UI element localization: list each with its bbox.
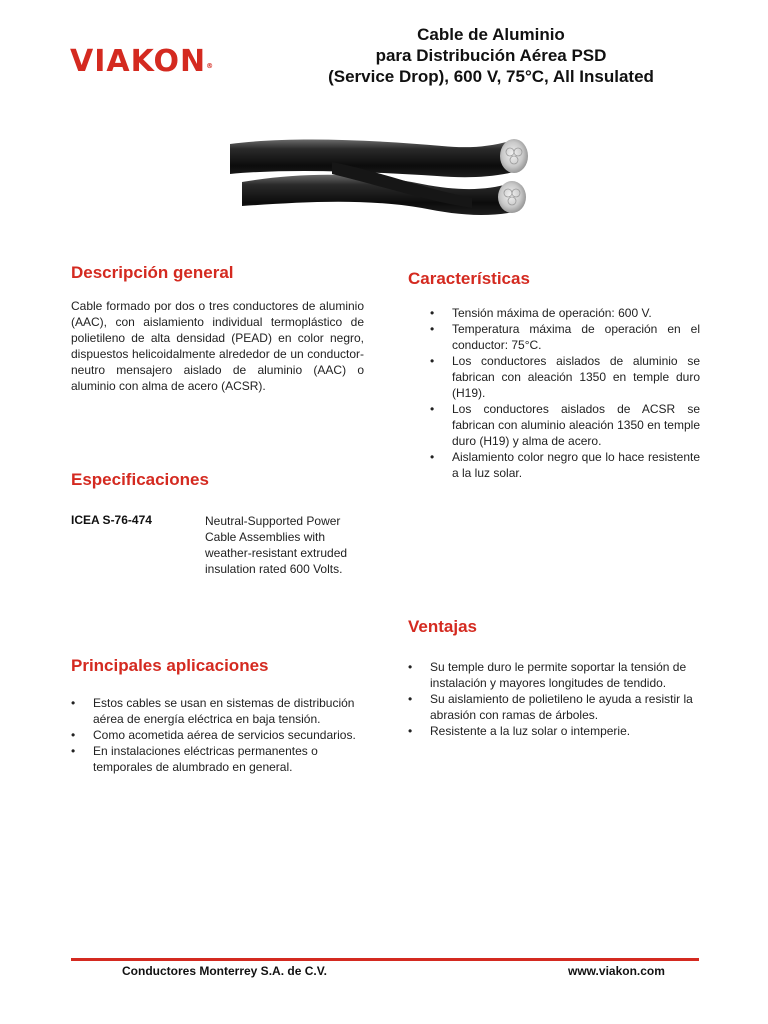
list-item: • Los conductores aislados de aluminio se fabrican con aleación 1350 en temple duro (H19). [428, 353, 700, 401]
title-line-3: (Service Drop), 600 V, 75°C, All Insulated [328, 67, 654, 86]
caracteristicas-heading: Características [408, 269, 530, 288]
list-item: • Tensión máxima de operación: 600 V. [428, 305, 700, 321]
aplicaciones-heading: Principales aplicaciones [71, 656, 269, 675]
descripcion-text: Cable formado por dos o tres conductores de aluminio (AAC), con aislamiento individual termoplástico de polietileno de alta densidad (PEAD) en color negro, dispuestos helicoidalmente alrededor de un conductor-neutro mensajero aislado de aluminio (AAC) o aluminio con alma de acero (ACSR). [71, 299, 364, 393]
footer-website[interactable]: www.viakon.com [568, 964, 665, 978]
footer-divider [71, 958, 699, 961]
footer-company: Conductores Monterrey S.A. de C.V. [122, 964, 327, 978]
cable-image [222, 122, 542, 222]
list-item: • Los conductores aislados de ACSR se fabrican con aluminio aleación 1350 en temple duro (H19) y alma de acero. [428, 401, 700, 449]
list-item: • Temperatura máxima de operación en el conductor: 75°C. [428, 321, 700, 353]
list-item: • Su temple duro le permite soportar la tensión de instalación y mayores longitudes de tendido. [406, 659, 702, 691]
caracteristicas-list [428, 305, 700, 481]
especificaciones-heading: Especificaciones [71, 470, 209, 489]
title-line-1: Cable de Aluminio [417, 25, 565, 44]
document-title [281, 24, 701, 87]
descripcion-heading: Descripción general [71, 263, 234, 282]
logo-text: VIAKON [70, 44, 207, 79]
registered-mark: ® [206, 62, 215, 70]
list-item: • Como acometida aérea de servicios secundarios. [69, 727, 365, 743]
list-item: • Resistente a la luz solar o intemperie. [406, 723, 702, 739]
viakon-logo [70, 45, 214, 79]
ventajas-list [406, 659, 702, 739]
ventajas-heading: Ventajas [408, 617, 477, 636]
list-item: • En instalaciones eléctricas permanentes o temporales de alumbrado en general. [69, 743, 365, 775]
list-item: • Su aislamiento de polietileno le ayuda a resistir la abrasión con ramas de árboles. [406, 691, 702, 723]
aplicaciones-list [69, 695, 365, 775]
spec-description: Neutral-Supported Power Cable Assemblies with weather-resistant extruded insulation rated 600 Volts. [205, 514, 348, 576]
title-line-2: para Distribución Aérea PSD [375, 46, 607, 65]
spec-code: ICEA S-76-474 [71, 513, 152, 527]
list-item: • Estos cables se usan en sistemas de distribución aérea de energía eléctrica en baja tensión. [69, 695, 365, 727]
list-item: • Aislamiento color negro que lo hace resistente a la luz solar. [428, 449, 700, 481]
